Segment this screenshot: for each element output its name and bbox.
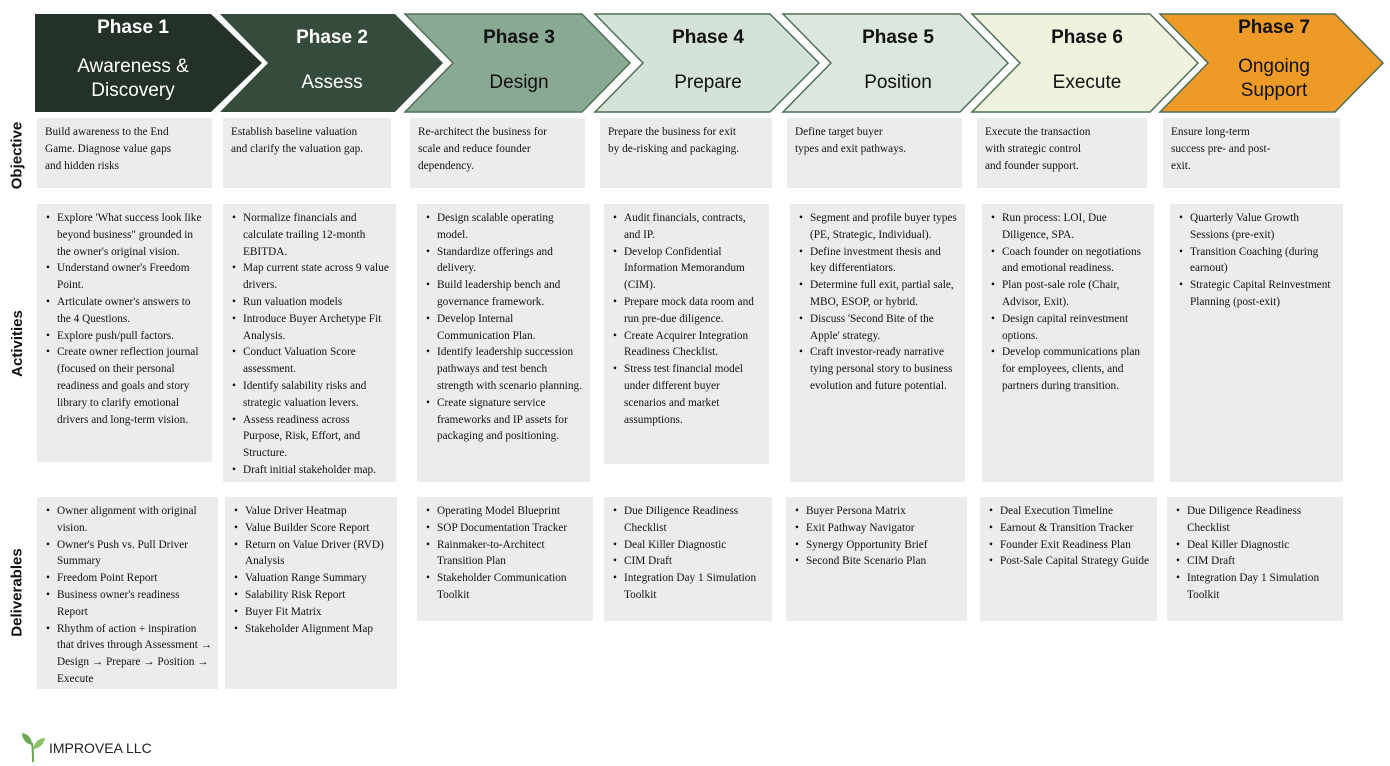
activity-item: • Develop Confidential Information Memorandum (CIM). xyxy=(612,244,763,294)
activity-item: • Standardize offerings and delivery. xyxy=(425,244,584,278)
phase-5-deliverables xyxy=(786,497,967,621)
activity-item: • Segment and profile buyer types (PE, Strategic, Individual). xyxy=(798,210,959,244)
deliverable-item: • Integration Day 1 Simulation Toolkit xyxy=(612,570,766,604)
phase-1-deliverables xyxy=(37,497,218,689)
activity-item: • Quarterly Value Growth Sessions (pre-exit) xyxy=(1178,210,1337,244)
deliverable-item: • Buyer Persona Matrix xyxy=(794,503,961,520)
deliverable-item: • CIM Draft xyxy=(1175,553,1337,570)
deliverables-list xyxy=(794,503,961,570)
deliverable-item: • Synergy Opportunity Brief xyxy=(794,537,961,554)
deliverables-list xyxy=(45,503,212,688)
phase-7-objective: Ensure long-term success pre- and post- exit. xyxy=(1163,118,1340,188)
activity-item: • Normalize financials and calculate trailing 12-month EBITDA. xyxy=(231,210,390,260)
deliverable-item: • Value Driver Heatmap xyxy=(233,503,391,520)
deliverables-list xyxy=(988,503,1151,570)
activity-item: • Discuss 'Second Bite of the Apple' strategy. xyxy=(798,311,959,345)
phase-number: Phase 1 xyxy=(97,17,169,38)
deliverable-item: • Owner's Push vs. Pull Driver Summary xyxy=(45,537,212,571)
activities-list xyxy=(1178,210,1337,311)
deliverable-item: • Deal Killer Diagnostic xyxy=(612,537,766,554)
phase-1-activities xyxy=(37,204,212,462)
phase-6-activities xyxy=(982,204,1154,482)
activity-item: • Create signature service frameworks and IP assets for packaging and positioning. xyxy=(425,395,584,445)
activity-item: • Develop Internal Communication Plan. xyxy=(425,311,584,345)
deliverable-item: • Rainmaker-to-Architect Transition Plan xyxy=(425,537,587,571)
phase-3-deliverables xyxy=(417,497,593,621)
deliverable-item: • Stakeholder Alignment Map xyxy=(233,621,391,638)
company-name: IMPROVEA LLC xyxy=(49,740,152,756)
activity-item: • Build leadership bench and governance framework. xyxy=(425,277,584,311)
deliverable-item: • Valuation Range Summary xyxy=(233,570,391,587)
activity-item: • Design capital reinvestment options. xyxy=(990,311,1148,345)
activity-item: • Strategic Capital Reinvestment Planning (post-exit) xyxy=(1178,277,1337,311)
phase-2-deliverables xyxy=(225,497,397,689)
phase-4-activities xyxy=(604,204,769,464)
phase-1-label xyxy=(48,14,218,114)
deliverable-item: • Owner alignment with original vision. xyxy=(45,503,212,537)
phase-6-objective: Execute the transaction with strategic control and founder support. xyxy=(977,118,1147,188)
phase-name: Design xyxy=(489,72,549,93)
deliverables-list xyxy=(233,503,391,637)
activity-item: • Plan post-sale role (Chair, Advisor, Exit). xyxy=(990,277,1148,311)
deliverable-item: • Due Diligence Readiness Checklist xyxy=(1175,503,1337,537)
phase-5-label xyxy=(813,14,983,114)
deliverable-item: • Return on Value Driver (RVD) Analysis xyxy=(233,537,391,571)
phase-number: Phase 5 xyxy=(862,27,934,48)
phase-name: Ongoing Support xyxy=(1238,56,1310,101)
activities-row-label: Activities xyxy=(8,309,26,377)
activity-item: • Run process: LOI, Due Diligence, SPA. xyxy=(990,210,1148,244)
deliverable-item: • Value Builder Score Report xyxy=(233,520,391,537)
phase-7-label xyxy=(1189,14,1359,114)
phase-name: Assess xyxy=(301,72,363,93)
activity-item: • Transition Coaching (during earnout) xyxy=(1178,244,1337,278)
activities-list xyxy=(425,210,584,445)
activity-item: • Explore 'What success look like beyond business" grounded in the owner's original vision. xyxy=(45,210,206,260)
deliverable-item: • Deal Execution Timeline xyxy=(988,503,1151,520)
activity-item: • Create Acquirer Integration Readiness Checklist. xyxy=(612,328,763,362)
phase-number: Phase 4 xyxy=(672,27,744,48)
phase-3-label xyxy=(434,14,604,114)
activity-item: • Design scalable operating model. xyxy=(425,210,584,244)
activity-item: • Identify leadership succession pathways and test bench strength with scenario planning. xyxy=(425,344,584,394)
phase-number: Phase 2 xyxy=(296,27,368,48)
objective-row-label: Objective xyxy=(8,121,26,189)
deliverable-item: • Stakeholder Communication Toolkit xyxy=(425,570,587,604)
activities-list xyxy=(612,210,763,428)
phase-number: Phase 3 xyxy=(483,27,555,48)
activity-item: • Determine full exit, partial sale, MBO, ESOP, or hybrid. xyxy=(798,277,959,311)
activity-item: • Articulate owner's answers to the 4 Questions. xyxy=(45,294,206,328)
activity-item: • Identify salability risks and strategic valuation levers. xyxy=(231,378,390,412)
activities-list xyxy=(798,210,959,395)
activity-item: • Prepare mock data room and run pre-due diligence. xyxy=(612,294,763,328)
activity-item: • Audit financials, contracts, and IP. xyxy=(612,210,763,244)
deliverable-item: • Integration Day 1 Simulation Toolkit xyxy=(1175,570,1337,604)
activity-item: • Coach founder on negotiations and emotional readiness. xyxy=(990,244,1148,278)
activity-item: • Craft investor-ready narrative tying personal story to business evolution and future potential. xyxy=(798,344,959,394)
activities-list xyxy=(45,210,206,428)
activity-item: • Map current state across 9 value drivers. xyxy=(231,260,390,294)
phase-5-objective: Define target buyer types and exit pathways. xyxy=(787,118,962,188)
phase-3-activities xyxy=(417,204,590,482)
deliverables-list xyxy=(1175,503,1337,604)
phase-2-activities xyxy=(223,204,396,482)
deliverable-item: • Post-Sale Capital Strategy Guide xyxy=(988,553,1151,570)
leaf-sprout-icon xyxy=(20,731,46,763)
phase-4-deliverables xyxy=(604,497,772,621)
deliverables-list xyxy=(612,503,766,604)
deliverable-item: • Founder Exit Readiness Plan xyxy=(988,537,1151,554)
deliverable-item: • Deal Killer Diagnostic xyxy=(1175,537,1337,554)
deliverable-item: • Rhythm of action + inspiration that drives through Assessment → Design → Prepare → Position → Execute xyxy=(45,621,212,688)
phase-name: Position xyxy=(864,72,932,93)
phase-2-label xyxy=(247,14,417,114)
deliverable-item: • Earnout & Transition Tracker xyxy=(988,520,1151,537)
deliverable-item: • SOP Documentation Tracker xyxy=(425,520,587,537)
activity-item: • Stress test financial model under different buyer scenarios and market assumptions. xyxy=(612,361,763,428)
phase-name: Awareness & Discovery xyxy=(77,56,189,101)
activity-item: • Draft initial stakeholder map. xyxy=(231,462,390,479)
activity-item: • Introduce Buyer Archetype Fit Analysis. xyxy=(231,311,390,345)
deliverable-item: • Due Diligence Readiness Checklist xyxy=(612,503,766,537)
phase-name: Execute xyxy=(1052,72,1122,93)
deliverable-item: • Exit Pathway Navigator xyxy=(794,520,961,537)
activity-item: • Create owner reflection journal (focused on their personal readiness and goals and story library to clarify emotional drivers and long-term vision. xyxy=(45,344,206,428)
phase-2-objective: Establish baseline valuation and clarify the valuation gap. xyxy=(223,118,391,188)
activity-item: • Define investment thesis and key differentiators. xyxy=(798,244,959,278)
activity-item: • Run valuation models xyxy=(231,294,390,311)
activity-item: • Develop communications plan for employees, clients, and partners during transition. xyxy=(990,344,1148,394)
activities-list xyxy=(990,210,1148,395)
activity-item: • Conduct Valuation Score assessment. xyxy=(231,344,390,378)
phase-6-label xyxy=(1002,14,1172,114)
deliverable-item: • Freedom Point Report xyxy=(45,570,212,587)
phase-7-activities xyxy=(1170,204,1343,482)
deliverable-item: • Business owner's readiness Report xyxy=(45,587,212,621)
deliverables-list xyxy=(425,503,587,604)
activities-list xyxy=(231,210,390,479)
activity-item: • Assess readiness across Purpose, Risk, Effort, and Structure. xyxy=(231,412,390,462)
deliverable-item: • Second Bite Scenario Plan xyxy=(794,553,961,570)
phase-5-activities xyxy=(790,204,965,482)
deliverable-item: • CIM Draft xyxy=(612,553,766,570)
phase-6-deliverables xyxy=(980,497,1157,621)
deliverable-item: • Operating Model Blueprint xyxy=(425,503,587,520)
deliverable-item: • Buyer Fit Matrix xyxy=(233,604,391,621)
phase-4-objective: Prepare the business for exit by de-risking and packaging. xyxy=(600,118,772,188)
deliverable-item: • Salability Risk Report xyxy=(233,587,391,604)
deliverables-row-label: Deliverables xyxy=(8,547,26,637)
activity-item: • Understand owner's Freedom Point. xyxy=(45,260,206,294)
phase-3-objective: Re-architect the business for scale and reduce founder dependency. xyxy=(410,118,585,188)
phase-name: Prepare xyxy=(674,72,742,93)
phase-1-objective: Build awareness to the End Game. Diagnose value gaps and hidden risks xyxy=(37,118,212,188)
phase-7-deliverables xyxy=(1167,497,1343,621)
phase-number: Phase 6 xyxy=(1051,27,1123,48)
phase-4-label xyxy=(623,14,793,114)
activity-item: • Explore push/pull factors. xyxy=(45,328,206,345)
phase-number: Phase 7 xyxy=(1238,17,1310,38)
